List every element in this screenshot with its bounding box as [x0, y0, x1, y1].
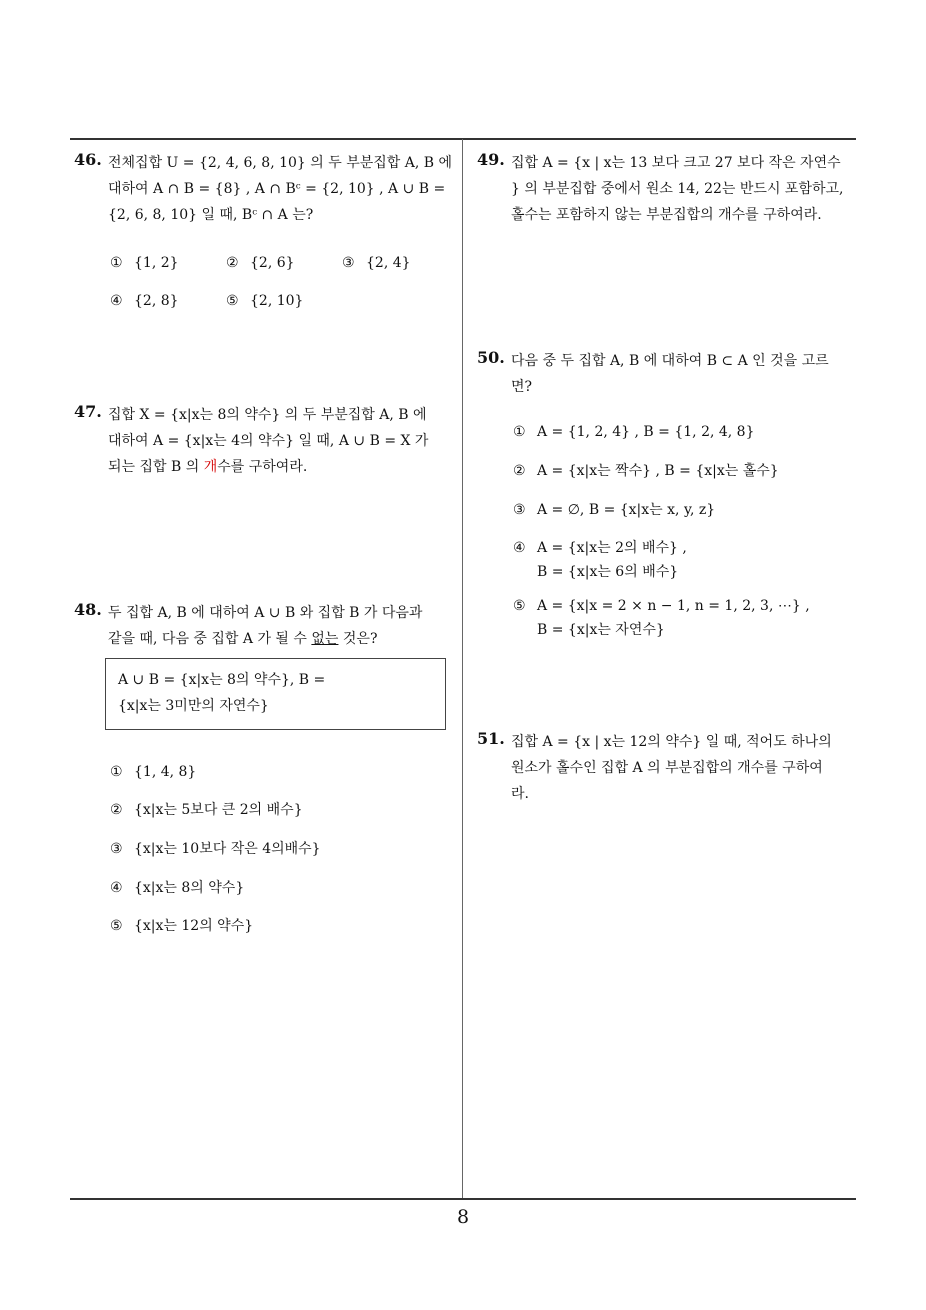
choice-text: {x|x는 12의 약수}: [134, 918, 254, 934]
problem-number: 51.: [477, 729, 505, 748]
stem-text: 수를 구하여라.: [217, 459, 308, 475]
choice-3[interactable]: [513, 498, 715, 522]
choice-4[interactable]: [110, 876, 244, 900]
problem-stem: [108, 150, 452, 228]
choice-5[interactable]: [513, 594, 810, 642]
page-number: 8: [456, 1206, 470, 1228]
choice-text: {2, 6}: [250, 255, 295, 271]
stem-line: {2, 6, 8, 10} 일 때, Bᶜ ∩ A 는?: [108, 207, 314, 223]
bottom-rule: [70, 1198, 856, 1200]
choice-2[interactable]: [513, 459, 779, 483]
choice-mark: ⑤: [110, 918, 123, 934]
problem-stem: [108, 402, 428, 480]
choice-mark: ⑤: [226, 293, 239, 309]
stem-line: 전체집합 U = {2, 4, 6, 8, 10} 의 두 부분집합 A, B 에: [108, 155, 453, 171]
problem-number: 50.: [477, 348, 505, 367]
stem-text: 것은?: [338, 631, 378, 647]
stem-line: 면?: [511, 379, 533, 395]
stem-line: [108, 454, 428, 480]
underlined-text: 없는: [311, 631, 339, 647]
choice-text: {2, 8}: [134, 293, 179, 309]
stem-line: 집합 X = {x|x는 8의 약수} 의 두 부분집합 A, B 에: [108, 407, 427, 423]
problem-46: [74, 150, 459, 320]
choice-text-line2: B = {x|x는 6의 배수}: [537, 564, 679, 580]
problem-stem: [511, 729, 832, 807]
choice-3[interactable]: [110, 837, 321, 861]
choice-mark: ①: [513, 424, 526, 440]
stem-line: 집합 A = {x | x는 13 보다 크고 27 보다 작은 자연수: [511, 155, 841, 171]
choice-text: A = {x|x는 2의 배수} ,: [537, 540, 687, 556]
choice-mark: ④: [513, 540, 526, 556]
choice-3[interactable]: [342, 251, 411, 275]
choice-mark: ⑤: [513, 598, 526, 614]
choice-2[interactable]: [226, 251, 295, 275]
choice-text: {x|x는 8의 약수}: [134, 880, 245, 896]
choice-1[interactable]: [110, 251, 179, 275]
choice-text: {2, 4}: [366, 255, 411, 271]
choice-text: {x|x는 10보다 작은 4의배수}: [134, 841, 321, 857]
choice-mark: ③: [342, 255, 355, 271]
choice-text: A = ∅, B = {x|x는 x, y, z}: [537, 502, 716, 518]
stem-line: 원소가 홀수인 집합 A 의 부분집합의 개수를 구하여: [511, 760, 823, 776]
choice-mark: ④: [110, 880, 123, 896]
choice-mark: ①: [110, 255, 123, 271]
choice-text: {1, 4, 8}: [134, 764, 197, 780]
choice-1[interactable]: [513, 420, 755, 444]
box-line: A ∪ B = {x|x는 8의 약수}, B =: [118, 672, 326, 688]
choice-4[interactable]: [110, 289, 179, 313]
stem-line: 대하여 A = {x|x는 4의 약수} 일 때, A ∪ B = X 가: [108, 433, 429, 449]
choice-text-line2: B = {x|x는 자연수}: [537, 622, 665, 638]
column-divider: [462, 139, 463, 1199]
choice-2[interactable]: [110, 798, 303, 822]
choice-mark: ④: [110, 293, 123, 309]
stem-line: 집합 A = {x | x는 12의 약수} 일 때, 적어도 하나의: [511, 734, 832, 750]
stem-line: } 의 부분집합 중에서 원소 14, 22는 반드시 포함하고,: [511, 181, 844, 197]
problem-stem: [108, 600, 422, 652]
stem-line: 홀수는 포함하지 않는 부분집합의 개수를 구하여라.: [511, 207, 822, 223]
problem-stem: [511, 150, 843, 228]
problem-48: [74, 600, 459, 940]
problem-number: 47.: [74, 402, 102, 421]
problem-49: [477, 150, 862, 230]
choice-text: A = {1, 2, 4} , B = {1, 2, 4, 8}: [537, 424, 755, 440]
stem-line: 두 집합 A, B 에 대하여 A ∪ B 와 집합 B 가 다음과: [108, 605, 423, 621]
choice-text: {x|x는 5보다 큰 2의 배수}: [134, 802, 303, 818]
stem-line: 다음 중 두 집합 A, B 에 대하여 B ⊂ A 인 것을 고르: [511, 353, 829, 369]
problem-number: 46.: [74, 150, 102, 169]
choice-mark: ②: [226, 255, 239, 271]
problem-number: 49.: [477, 150, 505, 169]
choice-4[interactable]: [513, 536, 687, 584]
problem-50: [477, 348, 862, 648]
choice-5[interactable]: [226, 289, 303, 313]
stem-line: [108, 626, 422, 652]
choice-text: {2, 10}: [250, 293, 304, 309]
choice-text: A = {x|x는 짝수} , B = {x|x는 홀수}: [537, 463, 779, 479]
problem-51: [477, 729, 862, 809]
choice-text: A = {x|x = 2 × n − 1, n = 1, 2, 3, ⋯} ,: [537, 598, 810, 614]
stem-text: 되는 집합 B 의: [108, 459, 204, 475]
box-line: {x|x는 3미만의 자연수}: [118, 698, 269, 714]
problem-stem: [511, 348, 829, 400]
choice-mark: ②: [110, 802, 123, 818]
highlighted-text: 개: [203, 459, 218, 475]
stem-line: 대하여 A ∩ B = {8} , A ∩ Bᶜ = {2, 10} , A ∪ B =: [108, 181, 446, 197]
choice-5[interactable]: [110, 914, 253, 938]
choice-mark: ①: [110, 764, 123, 780]
problem-47: [74, 402, 459, 492]
stem-line: 라.: [511, 786, 529, 802]
choice-mark: ③: [110, 841, 123, 857]
choice-1[interactable]: [110, 760, 196, 784]
stem-text: 같을 때, 다음 중 집합 A 가 될 수: [108, 631, 312, 647]
problem-number: 48.: [74, 600, 102, 619]
choice-text: {1, 2}: [134, 255, 179, 271]
choice-mark: ③: [513, 502, 526, 518]
condition-box: [105, 658, 446, 730]
choice-mark: ②: [513, 463, 526, 479]
